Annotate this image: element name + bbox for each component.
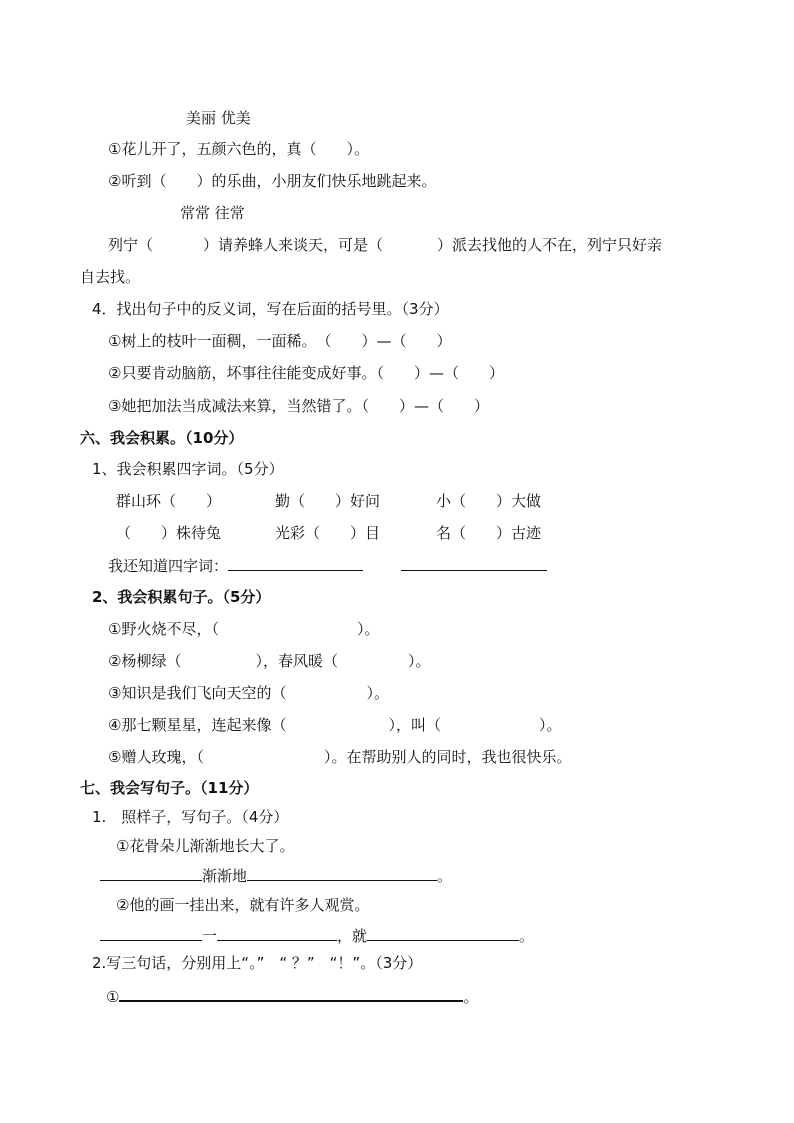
verse-fill: ②杨柳绿（ ），春风暖（ ）。 <box>108 652 431 670</box>
antonym-item: ③她把加法当成减法来算，当然错了。（ ）—（ ） <box>108 397 489 415</box>
answer-line[interactable] <box>247 865 437 881</box>
answer-line[interactable] <box>100 925 202 941</box>
question-heading: 1. 照样子，写句子。（4分） <box>92 808 289 826</box>
answer-line[interactable] <box>228 555 363 571</box>
word-choices-a: 美丽 优美 <box>186 109 251 127</box>
fill-sentence: ①花儿开了，五颜六色的，真（ ）。 <box>108 140 369 158</box>
answer-line[interactable] <box>401 555 547 571</box>
idiom-fill: 小（ ）大做 <box>436 492 542 510</box>
answer-line[interactable] <box>367 925 519 941</box>
verse-fill: ①野火烧不尽，（ ）。 <box>108 620 380 638</box>
antonym-item: ②只要肯动脑筋，坏事往往能变成好事。（ ）—（ ） <box>108 364 504 382</box>
fill-sentence: ②听到（ ）的乐曲，小朋友们快乐地跳起来。 <box>108 172 437 190</box>
write-line: ① 。 <box>106 985 478 1007</box>
question-heading: 2、我会积累句子。（5分） <box>92 588 271 606</box>
question-heading: 1、我会积累四字词。（5分） <box>92 460 284 478</box>
verse-fill: ⑤赠人玫瑰，（ ）。在帮助别人的同时，我也很快乐。 <box>108 748 572 766</box>
idiom-fill: 群山环（ ） <box>116 492 222 510</box>
question-heading: 4．找出句子中的反义词，写在后面的括号里。（3分） <box>92 300 449 318</box>
idiom-fill: 勤（ ）好问 <box>275 492 381 510</box>
answer-line[interactable] <box>119 985 463 1002</box>
extra-idioms: 我还知道四字词： <box>108 555 547 576</box>
section-title: 七、我会写句子。（11分） <box>80 779 259 797</box>
answer-line[interactable] <box>217 925 337 941</box>
fill-sentence: 列宁（ ）请养蜂人来谈天，可是（ ）派去找他的人不在，列宁只好亲 <box>108 236 663 254</box>
question-heading: 2.写三句话，分别用上“。” “ ？” “！”。（3分） <box>92 954 423 972</box>
idiom-fill: 名（ ）古迹 <box>436 524 542 542</box>
answer-line[interactable] <box>100 865 202 881</box>
antonym-item: ①树上的枝叶一面稠，一面稀。 （ ）—（ ） <box>108 332 452 350</box>
section-title: 六、我会积累。（10分） <box>80 429 244 447</box>
word-choices-b: 常常 往常 <box>180 204 245 222</box>
example-sentence: ①花骨朵儿渐渐地长大了。 <box>116 837 295 855</box>
verse-fill: ④那七颗星星，连起来像（ ），叫（ ）。 <box>108 716 562 734</box>
fill-sentence-continued: 自去找。 <box>80 268 141 286</box>
verse-fill: ③知识是我们飞向天空的（ ）。 <box>108 684 389 702</box>
example-sentence: ②他的画一挂出来，就有许多人观赏。 <box>116 896 370 914</box>
rewrite-line: 渐渐地 。 <box>100 865 452 886</box>
idiom-fill: （ ）株待兔 <box>116 524 222 542</box>
rewrite-line: 一 ，就 。 <box>100 925 534 946</box>
idiom-fill: 光彩（ ）目 <box>275 524 381 542</box>
